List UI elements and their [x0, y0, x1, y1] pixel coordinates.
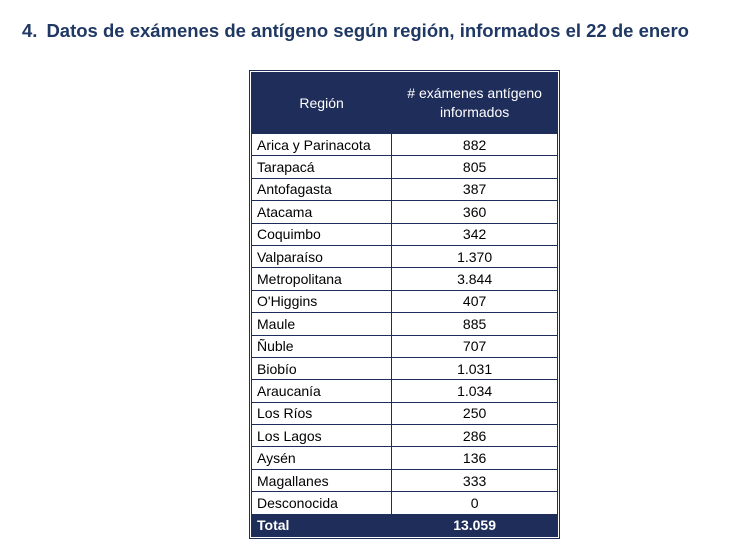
- region-cell: Tarapacá: [252, 156, 392, 178]
- region-cell: O'Higgins: [252, 290, 392, 312]
- table-row: [252, 268, 558, 290]
- count-cell: 286: [392, 425, 558, 447]
- total-count: 13.059: [392, 514, 558, 536]
- region-cell: Los Ríos: [252, 402, 392, 424]
- region-cell: Valparaíso: [252, 245, 392, 267]
- count-cell: 1.034: [392, 380, 558, 402]
- total-label: Total: [252, 514, 392, 536]
- column-header-count-line2: informados: [439, 104, 510, 120]
- region-cell: Atacama: [252, 201, 392, 223]
- count-cell: 1.370: [392, 245, 558, 267]
- table-row: [252, 201, 558, 223]
- count-cell: 3.844: [392, 268, 558, 290]
- section-number: 4.: [22, 20, 38, 41]
- table-row: [252, 492, 558, 514]
- table-row: [252, 223, 558, 245]
- section-title: Datos de exámenes de antígeno según región, informados el 22 de enero: [46, 20, 689, 41]
- table-row: [252, 402, 558, 424]
- table-row: [252, 134, 558, 156]
- column-header-count: [392, 73, 558, 134]
- total-row: [252, 514, 558, 536]
- antigen-tests-table: [251, 72, 558, 537]
- column-header-count-line1: # exámenes antígeno: [407, 85, 542, 101]
- count-cell: 885: [392, 313, 558, 335]
- region-cell: Biobío: [252, 357, 392, 379]
- table-row: [252, 380, 558, 402]
- region-cell: Arica y Parinacota: [252, 134, 392, 156]
- table-row: [252, 447, 558, 469]
- table-row: [252, 425, 558, 447]
- region-cell: Araucanía: [252, 380, 392, 402]
- region-cell: Maule: [252, 313, 392, 335]
- section-heading: [22, 20, 689, 42]
- region-cell: Coquimbo: [252, 223, 392, 245]
- region-cell: Los Lagos: [252, 425, 392, 447]
- count-cell: 707: [392, 335, 558, 357]
- region-cell: Antofagasta: [252, 178, 392, 200]
- count-cell: 360: [392, 201, 558, 223]
- count-cell: 882: [392, 134, 558, 156]
- count-cell: 0: [392, 492, 558, 514]
- region-cell: Metropolitana: [252, 268, 392, 290]
- region-cell: Ñuble: [252, 335, 392, 357]
- region-cell: Magallanes: [252, 469, 392, 491]
- table-row: [252, 357, 558, 379]
- table-row: [252, 313, 558, 335]
- count-cell: 387: [392, 178, 558, 200]
- count-cell: 342: [392, 223, 558, 245]
- region-cell: Desconocida: [252, 492, 392, 514]
- count-cell: 333: [392, 469, 558, 491]
- count-cell: 805: [392, 156, 558, 178]
- table-row: [252, 469, 558, 491]
- table-row: [252, 178, 558, 200]
- table-header-row: [252, 73, 558, 134]
- table-row: [252, 290, 558, 312]
- table-row: [252, 335, 558, 357]
- count-cell: 407: [392, 290, 558, 312]
- table-row: [252, 156, 558, 178]
- count-cell: 250: [392, 402, 558, 424]
- count-cell: 1.031: [392, 357, 558, 379]
- count-cell: 136: [392, 447, 558, 469]
- region-cell: Aysén: [252, 447, 392, 469]
- column-header-region: Región: [252, 73, 392, 134]
- table-body: [252, 134, 558, 537]
- table-row: [252, 245, 558, 267]
